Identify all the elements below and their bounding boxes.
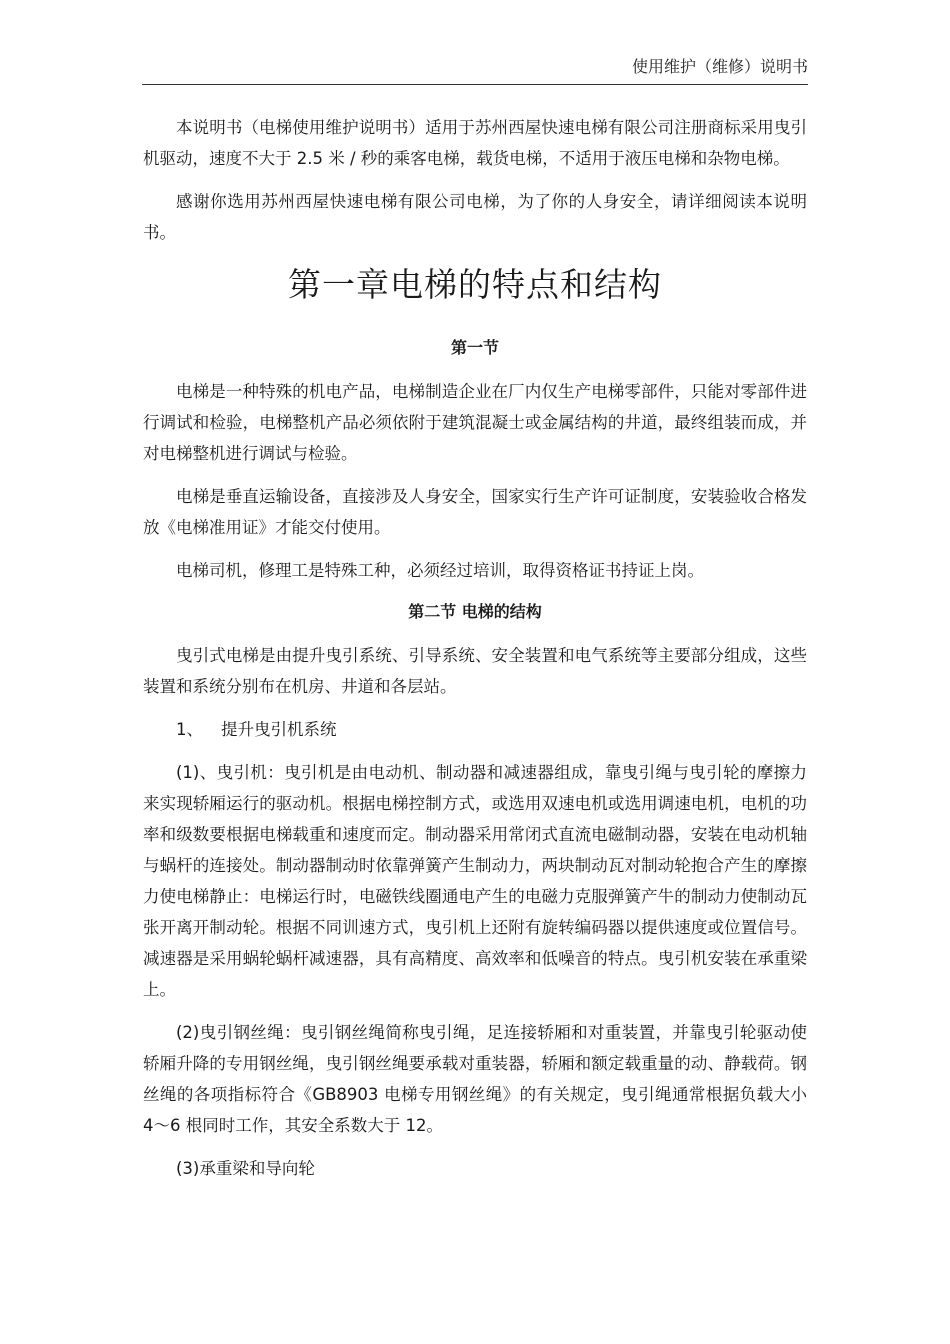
intro-paragraph-1: 本说明书（电梯使用维护说明书）适用于苏州西屋快速电梯有限公司注册商标采用曳引机驱动，速度不大于 2.5 米 / 秒的乘客电梯，载货电梯，不适用于液压电梯和杂物电梯。 xyxy=(143,118,807,168)
header-divider xyxy=(142,84,808,85)
document-body xyxy=(143,112,807,1196)
list-item-label: 提升曳引机系统 xyxy=(221,720,337,739)
subsection-wire-rope: (2)曳引钢丝绳：曳引钢丝绳简称曳引绳，足连接轿厢和对重装置，并靠曳引轮驱动使轿厢升降的专用钢丝绳，曳引钢丝绳要承载对重装器，轿厢和额定载重量的动、静载荷。钢丝绳的各项指标符合《GB8903 电梯专用钢丝绳》的有关规定，曳引绳通常根据负载大小 4～6 根同时工作，其安全系数大于 12。 xyxy=(143,1023,807,1135)
section-1-paragraph-3: 电梯司机，修理工是特殊工种，必须经过培训，取得资格证书持证上岗。 xyxy=(176,561,704,580)
section-1-paragraph-2: 电梯是垂直运输设备，直接涉及人身安全，国家实行生产许可证制度，安装验收合格发放《电梯准用证》才能交付使用。 xyxy=(143,487,807,537)
subsection-beam-and-pulley: (3)承重梁和导向轮 xyxy=(176,1159,315,1178)
chapter-title: 第一章电梯的特点和结构 xyxy=(288,265,662,304)
list-item-number: 1、 xyxy=(176,720,203,739)
section-2-heading: 第二节 电梯的结构 xyxy=(408,602,542,621)
list-item-1 xyxy=(143,714,807,745)
section-1-paragraph-1: 电梯是一种特殊的机电产品，电梯制造企业在厂内仅生产电梯零部件，只能对零部件进行调试和检验，电梯整机产品必须依附于建筑混凝士或金属结构的井道，最终组装而成，并对电梯整机进行调试与检验。 xyxy=(143,382,807,463)
running-header: 使用维护（维修）说明书 xyxy=(631,57,808,76)
section-2-intro: 曳引式电梯是由提升曳引系统、引导系统、安全装置和电气系统等主要部分组成，这些装置和系统分别布在机房、井道和各层站。 xyxy=(143,646,807,696)
section-1-heading: 第一节 xyxy=(450,338,499,357)
subsection-traction-machine: (1)、曳引机：曳引机是由电动机、制动器和减速器组成，靠曳引绳与曳引轮的摩擦力来实现轿厢运行的驱动机。根据电梯控制方式，或选用双速电机或选用调速电机，电机的功率和级数要根据电梯载重和速度而定。制动器采用常闭式直流电磁制动器，安装在电动机轴与蜗杆的连接处。制动器制动时依靠弹簧产生制动力，两块制动瓦对制动轮抱合产生的摩擦力使电梯静止：电梯运行时，电磁铁线圈通电产生的电磁力克服弹簧产牛的制动力使制动瓦张开离开制动轮。根据不同训速方式，曳引机上还附有旋转编码器以提供速度或位置信号。减速器是采用蜗轮蜗杆减速器，具有高精度、高效率和低噪音的特点。曳引机安装在承重梁上。 xyxy=(143,763,807,999)
intro-paragraph-2: 感谢你选用苏州西屋快速电梯有限公司电梯，为了你的人身安全，请详细阅读本说明书。 xyxy=(143,192,807,242)
